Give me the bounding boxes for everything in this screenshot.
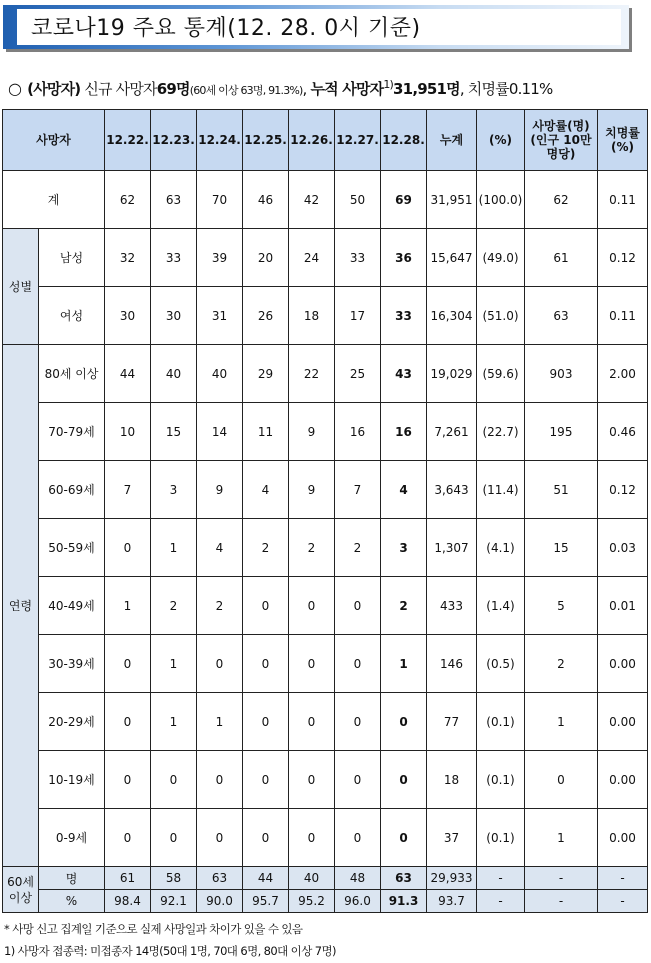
age-row-percent: (4.1) [477,519,525,577]
over60-unit: 명 [39,867,105,890]
age-row-cfr: 0.00 [598,693,648,751]
age-row-value: 7 [105,461,151,519]
sex-row-cumulative: 16,304 [427,287,477,345]
age-row-cfr: 0.46 [598,403,648,461]
sex-row-value: 32 [105,229,151,287]
over60-row-value: 95.2 [289,890,335,913]
header-date: 12.26. [289,110,335,171]
table-row [3,287,648,345]
age-row-label: 80세 이상 [39,345,105,403]
over60-row-value: 63 [381,867,427,890]
age-row-cumulative: 77 [427,693,477,751]
age-group-label: 연령 [3,345,39,867]
age-row-label: 70-79세 [39,403,105,461]
age-row-value: 7 [335,461,381,519]
age-row-cfr: 0.00 [598,809,648,867]
age-row-value: 0 [335,693,381,751]
age-row-value: 10 [105,403,151,461]
over60-row-value: 63 [197,867,243,890]
age-row-value: 1 [151,519,197,577]
header-date: 12.22. [105,110,151,171]
age-row-value: 0 [151,809,197,867]
age-row-value: 0 [381,809,427,867]
sex-row-value: 17 [335,287,381,345]
table-row [3,403,648,461]
age-row-cfr: 0.03 [598,519,648,577]
header-date: 12.24. [197,110,243,171]
age-row-mortality: 15 [525,519,598,577]
over60-row-cumulative: 93.7 [427,890,477,913]
age-row-value: 0 [105,809,151,867]
summary-cfr-value: 0.11% [508,80,553,98]
over60-row-cfr: - [598,867,648,890]
summary-cum-value: 31,951명 [393,80,460,98]
summary-new-detail: (60세 이상 63명, 91.3%) [189,84,303,97]
header-cumulative: 누계 [427,110,477,171]
age-row-mortality: 195 [525,403,598,461]
over60-unit: % [39,890,105,913]
over60-row-value: 48 [335,867,381,890]
over60-row-value: 95.7 [243,890,289,913]
sex-row-value: 26 [243,287,289,345]
summary-cum-note: 1) [383,78,394,91]
over60-row-value: 61 [105,867,151,890]
total-value: 69 [381,171,427,229]
age-row-percent: (1.4) [477,577,525,635]
header-mortality: 사망률(명) (인구 10만명당) [525,110,598,171]
age-row-cumulative: 433 [427,577,477,635]
table-row [3,751,648,809]
table-row [3,867,648,890]
age-row-value: 0 [335,809,381,867]
table-row [3,345,648,403]
age-row-value: 0 [197,809,243,867]
age-row-value: 14 [197,403,243,461]
age-row-value: 0 [105,751,151,809]
summary-line: ○ (사망자) 신규 사망자69명(60세 이상 63명, 91.3%), 누적 사망자$^{1)}$31,951명, 치명률0.11% [8,78,553,98]
age-row-label: 10-19세 [39,751,105,809]
over60-row-percent: - [477,890,525,913]
age-row-value: 3 [381,519,427,577]
age-row-value: 0 [243,577,289,635]
age-row-cumulative: 3,643 [427,461,477,519]
age-row-value: 9 [289,461,335,519]
table-row [3,890,648,913]
header-date: 12.25. [243,110,289,171]
age-row-percent: (0.5) [477,635,525,693]
total-value: 42 [289,171,335,229]
age-row-value: 1 [151,635,197,693]
sex-row-value: 24 [289,229,335,287]
age-row-value: 16 [335,403,381,461]
sex-row-value: 30 [105,287,151,345]
age-row-value: 4 [197,519,243,577]
sex-row-value: 30 [151,287,197,345]
sex-row-value: 18 [289,287,335,345]
sex-row-value: 39 [197,229,243,287]
age-row-value: 1 [151,693,197,751]
age-row-value: 25 [335,345,381,403]
sex-row-label: 여성 [39,287,105,345]
death-stats-table [2,109,648,913]
table-row [3,229,648,287]
total-value: 62 [105,171,151,229]
footnote-2: 1) 사망자 접종력: 미접종자 14명(50대 1명, 70대 6명, 80대 이상 7명) [4,944,336,958]
summary-category: (사망자) [27,80,81,98]
age-row-value: 2 [197,577,243,635]
age-row-value: 43 [381,345,427,403]
over60-row-cumulative: 29,933 [427,867,477,890]
age-row-value: 0 [289,751,335,809]
age-row-value: 1 [381,635,427,693]
age-row-value: 40 [151,345,197,403]
age-row-cumulative: 146 [427,635,477,693]
sex-row-label: 남성 [39,229,105,287]
age-row-value: 1 [197,693,243,751]
age-row-percent: (0.1) [477,809,525,867]
title-banner [3,5,629,49]
age-row-value: 22 [289,345,335,403]
sex-row-cumulative: 15,647 [427,229,477,287]
table-row [3,809,648,867]
total-value: 50 [335,171,381,229]
age-row-value: 0 [335,635,381,693]
summary-cum-label: 누적 사망자 [310,80,384,98]
header-cfr: 치명률 (%) [598,110,648,171]
age-row-value: 9 [289,403,335,461]
over60-row-value: 90.0 [197,890,243,913]
age-row-percent: (0.1) [477,693,525,751]
age-row-value: 29 [243,345,289,403]
age-row-value: 2 [151,577,197,635]
age-row-value: 0 [151,751,197,809]
age-row-value: 40 [197,345,243,403]
over60-label: 60세 이상 [3,867,39,913]
over60-row-value: 92.1 [151,890,197,913]
age-row-value: 2 [335,519,381,577]
header-percent: (%) [477,110,525,171]
sex-row-value: 36 [381,229,427,287]
age-row-value: 0 [105,635,151,693]
age-row-mortality: 903 [525,345,598,403]
age-row-cfr: 2.00 [598,345,648,403]
age-row-value: 0 [243,809,289,867]
table-row [3,461,648,519]
header-date: 12.27. [335,110,381,171]
total-mortality: 62 [525,171,598,229]
sex-row-value: 31 [197,287,243,345]
age-row-value: 1 [105,577,151,635]
over60-row-value: 98.4 [105,890,151,913]
table-row [3,635,648,693]
circle-bullet-icon: ○ [8,79,22,98]
age-row-mortality: 51 [525,461,598,519]
age-row-value: 0 [289,577,335,635]
age-row-value: 0 [335,751,381,809]
sex-row-value: 33 [151,229,197,287]
table-row [3,693,648,751]
age-row-cumulative: 1,307 [427,519,477,577]
page-title: 코로나19 주요 통계(12. 28. 0시 기준) [31,16,421,41]
sex-row-mortality: 63 [525,287,598,345]
age-row-mortality: 1 [525,693,598,751]
header-date: 12.28. [381,110,427,171]
age-row-value: 2 [243,519,289,577]
age-row-value: 0 [197,635,243,693]
age-row-value: 16 [381,403,427,461]
age-row-value: 44 [105,345,151,403]
age-row-cfr: 0.12 [598,461,648,519]
age-row-label: 50-59세 [39,519,105,577]
age-row-mortality: 2 [525,635,598,693]
over60-row-value: 91.3 [381,890,427,913]
age-row-mortality: 0 [525,751,598,809]
age-row-value: 0 [289,693,335,751]
age-row-cumulative: 18 [427,751,477,809]
total-value: 70 [197,171,243,229]
sex-row-value: 20 [243,229,289,287]
age-row-percent: (22.7) [477,403,525,461]
over60-row-value: 96.0 [335,890,381,913]
over60-row-cfr: - [598,890,648,913]
header-row [3,110,648,171]
age-row-label: 60-69세 [39,461,105,519]
age-row-value: 0 [243,693,289,751]
table-row [3,519,648,577]
header-date: 12.23. [151,110,197,171]
age-row-mortality: 5 [525,577,598,635]
header-category: 사망자 [3,110,105,171]
table-row [3,577,648,635]
age-row-cumulative: 37 [427,809,477,867]
age-row-label: 0-9세 [39,809,105,867]
sex-row-percent: (51.0) [477,287,525,345]
age-row-value: 9 [197,461,243,519]
age-row-cumulative: 7,261 [427,403,477,461]
age-row-mortality: 1 [525,809,598,867]
age-row-value: 4 [243,461,289,519]
age-row-value: 0 [105,519,151,577]
sex-row-cfr: 0.12 [598,229,648,287]
age-row-value: 0 [197,751,243,809]
sex-row-value: 33 [335,229,381,287]
over60-row-value: 58 [151,867,197,890]
sex-row-mortality: 61 [525,229,598,287]
over60-row-mortality: - [525,890,598,913]
total-percent: (100.0) [477,171,525,229]
age-row-percent: (59.6) [477,345,525,403]
over60-row-value: 40 [289,867,335,890]
over60-row-mortality: - [525,867,598,890]
age-row-cfr: 0.00 [598,751,648,809]
sex-row-percent: (49.0) [477,229,525,287]
summary-cfr-label: 치명률 [467,80,509,98]
age-row-value: 0 [289,809,335,867]
title-box [17,9,621,45]
age-row-value: 2 [381,577,427,635]
sex-row-value: 33 [381,287,427,345]
age-row-value: 0 [335,577,381,635]
age-row-value: 4 [381,461,427,519]
summary-new-label: 신규 사망자 [84,80,157,98]
table-row [3,171,648,229]
age-row-value: 0 [289,635,335,693]
age-row-cfr: 0.00 [598,635,648,693]
age-row-value: 11 [243,403,289,461]
age-row-value: 0 [381,693,427,751]
total-value: 46 [243,171,289,229]
footnote-1: * 사망 신고 집계일 기준으로 실제 사망일과 차이가 있을 수 있음 [4,922,303,936]
sex-row-cfr: 0.11 [598,287,648,345]
total-cumulative: 31,951 [427,171,477,229]
age-row-cumulative: 19,029 [427,345,477,403]
age-row-value: 0 [243,635,289,693]
age-row-value: 0 [243,751,289,809]
age-row-value: 0 [381,751,427,809]
over60-row-percent: - [477,867,525,890]
total-label: 계 [3,171,105,229]
sex-group-label: 성별 [3,229,39,345]
age-row-percent: (11.4) [477,461,525,519]
age-row-value: 2 [289,519,335,577]
total-cfr: 0.11 [598,171,648,229]
age-row-label: 30-39세 [39,635,105,693]
total-value: 63 [151,171,197,229]
age-row-cfr: 0.01 [598,577,648,635]
age-row-value: 0 [105,693,151,751]
over60-row-value: 44 [243,867,289,890]
summary-new-value: 69명 [156,80,190,98]
age-row-percent: (0.1) [477,751,525,809]
age-row-label: 20-29세 [39,693,105,751]
age-row-label: 40-49세 [39,577,105,635]
age-row-value: 3 [151,461,197,519]
age-row-value: 15 [151,403,197,461]
